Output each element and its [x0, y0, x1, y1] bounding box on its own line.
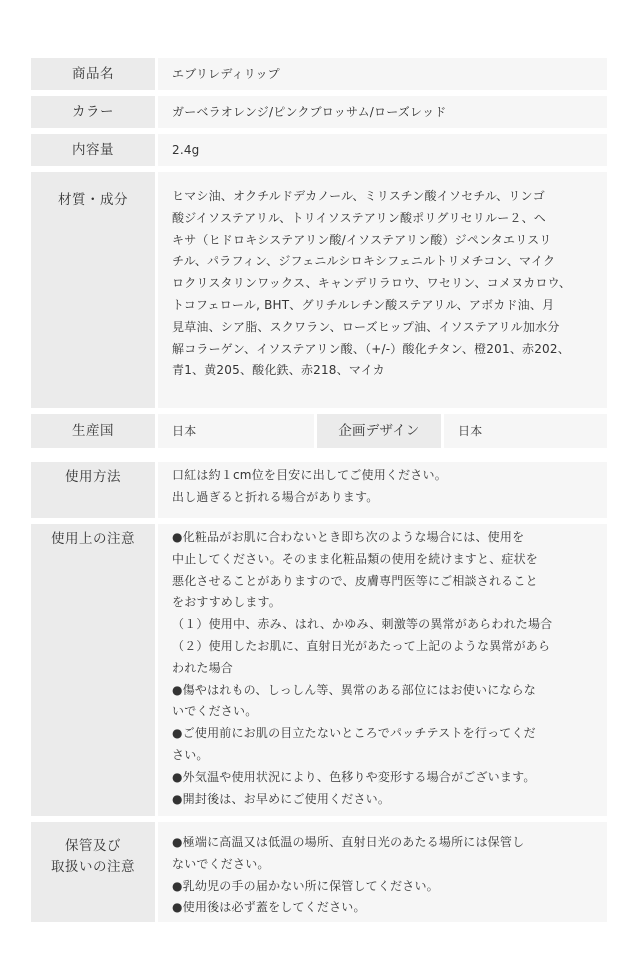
caution-line: 悪化させることがありますので、皮膚専門医等にご相談されること — [172, 573, 538, 588]
color-label: カラー — [31, 96, 155, 128]
caution-value — [158, 524, 607, 816]
storage-line: ●極端に高温又は低温の場所、直射日光のあたる場所には保管し — [172, 835, 525, 849]
design-value: 日本 — [444, 414, 607, 448]
origin-value: 日本 — [158, 414, 314, 448]
storage-label-line: 取扱いの注意 — [51, 859, 135, 875]
caution-line: （１）使用中、赤み、はれ、かゆみ、刺激等の異常があらわれた場合 — [172, 617, 553, 632]
ingredients-line: 解コラーゲン、イソステアリン酸、（+/-）酸化チタン、橙201、赤202、 — [172, 341, 570, 356]
caution-line: ●開封後は、お早めにご使用ください。 — [172, 791, 391, 806]
row-usage — [31, 462, 607, 518]
ingredients-line: 酸ジイソステアリル、トリイソステアリン酸ポリグリセリルー２、ヘ — [172, 210, 547, 225]
ingredients-line: ロクリスタリンワックス、キャンデリラロウ、ワセリン、コメヌカロウ、 — [172, 276, 572, 291]
storage-label-line: 保管及び — [65, 838, 121, 854]
storage-line: ●乳幼児の手の届かない所に保管してください。 — [172, 878, 439, 893]
caution-line: をおすすめします。 — [172, 595, 281, 610]
caution-line: いでください。 — [172, 704, 258, 719]
product-spec-table — [31, 58, 607, 928]
caution-line: われた場合 — [172, 660, 234, 675]
caution-label: 使用上の注意 — [31, 524, 155, 816]
caution-line: 中止してください。そのまま化粧品類の使用を続けますと、症状を — [172, 551, 539, 566]
volume-label: 内容量 — [31, 134, 155, 166]
origin-value-group — [158, 414, 607, 448]
storage-line: ●使用後は必ず蓋をしてください。 — [172, 900, 366, 915]
caution-line: さい。 — [172, 747, 209, 762]
volume-value: 2.4g — [158, 134, 607, 166]
row-origin — [31, 414, 607, 448]
ingredients-line: 青1、黄205、酸化鉄、赤218、マイカ — [172, 363, 385, 378]
ingredients-line: 見草油、シア脂、スクワラン、ローズヒップ油、イソステアリル加水分 — [172, 319, 560, 334]
row-caution — [31, 524, 607, 816]
row-volume — [31, 134, 607, 166]
usage-value — [158, 462, 607, 518]
row-ingredients — [31, 172, 607, 408]
product-name-label: 商品名 — [31, 58, 155, 90]
caution-line: ●外気温や使用状況により、色移りや変形する場合がございます。 — [172, 769, 536, 784]
ingredients-line: チル、パラフィン、ジフェニルシロキシフェニルトリメチコン、マイク — [172, 254, 556, 269]
ingredients-line: トコフェロール, BHT、グリチルレチン酸ステアリル、アボカド油、月 — [172, 297, 555, 312]
usage-line: 出し過ぎると折れる場合があります。 — [172, 489, 379, 504]
caution-line: ●傷やはれもの、しっしん等、異常のある部位にはお使いにならな — [172, 682, 536, 697]
product-name-value: エブリレディリップ — [158, 58, 607, 90]
origin-label: 生産国 — [31, 414, 155, 448]
ingredients-value — [158, 172, 607, 408]
ingredients-line: キサ（ヒドロキシステアリン酸/イソステアリン酸）ジペンタエリスリ — [172, 232, 552, 247]
caution-line: ●化粧品がお肌に合わないとき即ち次のような場合には、使用を — [172, 530, 525, 544]
ingredients-label: 材質・成分 — [31, 172, 155, 408]
storage-value — [158, 822, 607, 922]
caution-line: （２）使用したお肌に、直射日光があたって上記のような異常があら — [172, 638, 551, 653]
storage-label — [31, 822, 155, 922]
storage-line: ないでください。 — [172, 856, 270, 871]
color-value: ガーベラオレンジ/ピンクブロッサム/ローズレッド — [158, 96, 607, 128]
row-product-name — [31, 58, 607, 90]
usage-label: 使用方法 — [31, 462, 155, 518]
row-storage — [31, 822, 607, 922]
design-label: 企画デザイン — [317, 414, 441, 448]
usage-line: 口紅は約１cm位を目安に出してご使用ください。 — [172, 468, 447, 482]
caution-line: ●ご使用前にお肌の目立たないところでパッチテストを行ってくだ — [172, 726, 536, 741]
ingredients-line: ヒマシ油、オクチルドデカノール、ミリスチン酸イソセチル、リンゴ — [172, 189, 545, 203]
row-color — [31, 96, 607, 128]
